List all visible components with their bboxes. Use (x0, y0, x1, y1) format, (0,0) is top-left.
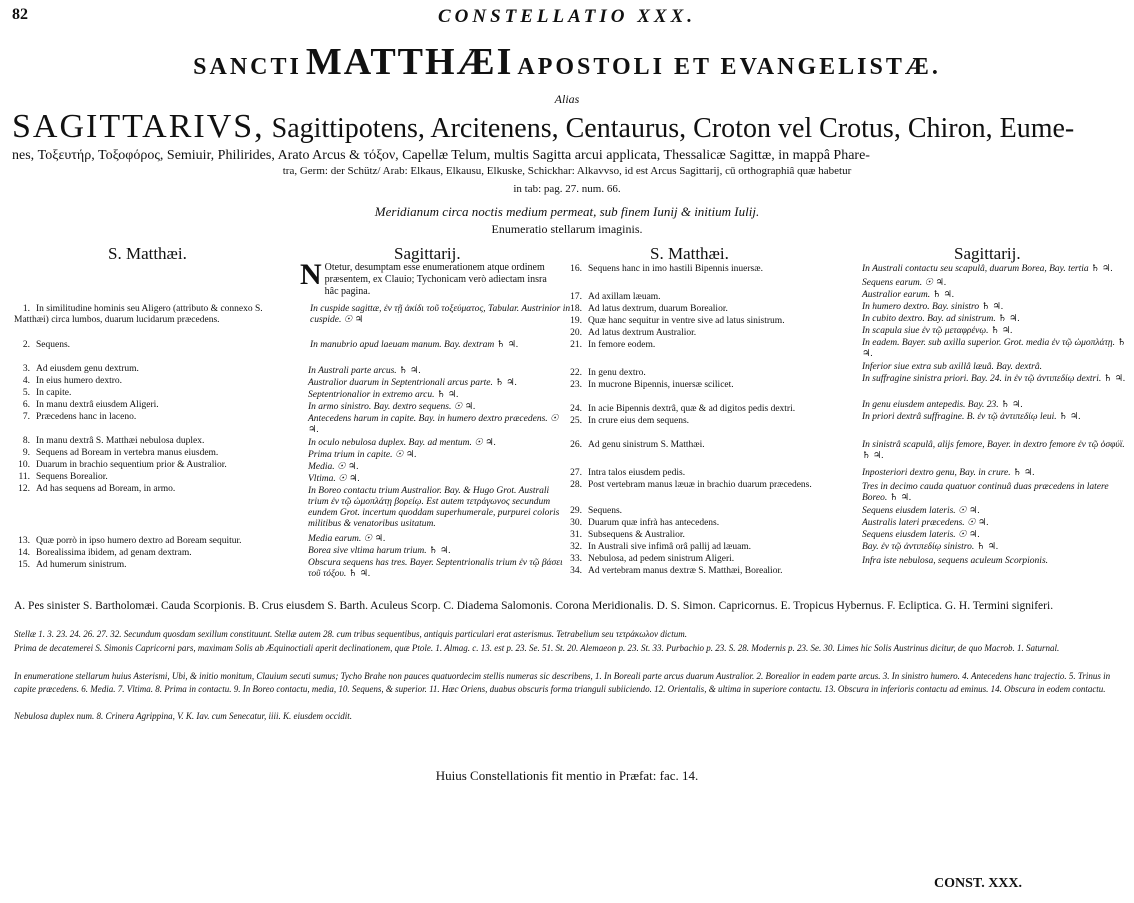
figure-legend: A. Pes sinister S. Bartholomæi. Cauda Scorpionis. B. Crus eiusdem S. Barth. Aculeus Scorp. C. Diadema Salomonis. Corona Meridionalis. D. S. Simon. Capricornus. E. Tropicus Hybernus. F. Ecliptica. G. H. Termini signiferi. (14, 600, 1054, 612)
star-entry (566, 304, 834, 315)
star-entry (566, 566, 834, 577)
star-description: Duarum in brachio sequentium prior & Australior. (36, 460, 227, 470)
star-number: 34. (570, 566, 582, 576)
star-number: 8. (22, 436, 30, 446)
intro-paragraph (300, 258, 562, 298)
constellation-number: CONSTELLATIO XXX. (437, 6, 697, 27)
star-entry (14, 448, 282, 459)
star-description: Ad eiusdem genu dextrum. (36, 364, 139, 374)
note-1: Stellæ 1. 3. 23. 24. 26. 27. 32. Secundum quosdam sexillum constituunt. Stellæ autem 28. cum tribus sequentibus, antiquis particulari erat asterismus. Tetrabelium seu τετράκωλον dictum. (14, 629, 687, 639)
sagittarius-star-entry: In suffragine sinistra priori. Bay. 24. in ἐν τῷ ἀντιπεδίῳ dextri. ♄ ♃. (862, 374, 1126, 384)
sagittarius-star-entry: Australis lateri præcedens. ☉ ♃. (862, 518, 989, 528)
star-description: Ad latus dextrum, duarum Borealior. (588, 304, 728, 314)
star-number: 24. (570, 404, 582, 414)
star-number: 11. (18, 472, 30, 482)
column-heading-sagittarii-left: Sagittarij. (394, 244, 461, 263)
star-number: 9. (22, 448, 30, 458)
star-description: In acie Bipennis dextrâ, quæ & ad digitos pedis dextri. (588, 404, 796, 414)
star-number: 30. (570, 518, 582, 528)
star-number: 2. (22, 340, 30, 350)
intro-note-1: In cuspide sagittæ, ἐν τῇ ἀκίδι τοῦ τοξεύματος, Tabular. Austrinior in cuspide. ☉ ♃ (310, 304, 571, 325)
sagittarius-star-entry: In armo sinistro. Bay. dextro sequens. ☉ ♃. (308, 402, 476, 412)
star-entry (566, 440, 834, 451)
title-main: MATTHÆI (305, 41, 514, 83)
star-description: In manu dextrâ S. Matthæi nebulosa duplex. (36, 436, 205, 446)
star-description: Post vertebram manus læuæ in brachio duarum præcedens. (588, 480, 812, 490)
sagittarius-star-entry: In Australi contactu seu scapulâ, duarum Borea, Bay. tertia ♄ ♃. (862, 264, 1113, 274)
star-number: 7. (22, 412, 30, 422)
star-description: Ad latus dextrum Australior. (588, 328, 697, 338)
star-number: 29. (570, 506, 582, 516)
sagittarius-star-entry: In Boreo contactu trium Australior. Bay. & Hugo Grot. Australi trium ἐν τῷ ὠμοπλάτῃ βορείῳ. Est autem τετράγωνος secundum eundem Grot. incertum quoddam superhumerale, purpurei coloris militibus & venatoribus usitatum. (308, 486, 560, 529)
star-description: Sequens hanc in imo hastili Bipennis inuersæ. (588, 264, 763, 274)
sagittarius-star-entry: Tres in decimo cauda quatuor continuâ duas præcedens in latere Boreo. ♄ ♃. (862, 482, 1109, 503)
star-entry (14, 484, 282, 495)
star-entry (14, 304, 282, 326)
star-entry (566, 480, 834, 491)
star-description: In manu dextrâ eiusdem Aligeri. (36, 400, 159, 410)
star-number: 16. (570, 264, 582, 274)
star-number: 28. (570, 480, 582, 490)
sagittarius-star-entry: In Australi parte arcus. ♄ ♃. (308, 366, 421, 376)
star-number: 32. (570, 542, 582, 552)
title-suffix: APOSTOLI ET EVANGELISTÆ. (517, 54, 941, 80)
star-number: 25. (570, 416, 582, 426)
note-3: In enumeratione stellarum huius Asterismi, Ubi, & initio monitum, Clauium secuti sumus; Tycho Brahe non pauces quatuordecim stellis numeras sic describens, 1. In Boreali parte arcus duarum Australior. 2. Borealior in eadem parte arcus. 3. In sinistro humero. 4. Antecedens hanc trajectio. 5. Trinus in capite præcedens. 6. Media. 7. Vltima. 8. Prima in contactu. 9. In Boreo contactu, media, 10. Sequens, & superior. 11. Hæc Oriens, duabus obscuris forma trianguli subiiciendo. 12. Orientalis, & ultima in superiore contactu. 13. Obscura in inferioris contactu ad eminus. 14. Obscura in eodem contactu. (14, 671, 1111, 694)
star-description: Intra talos eiusdem pedis. (588, 468, 686, 478)
star-entry (566, 404, 834, 415)
sagittarius-star-entry: Sequens eiusdem lateris. ☉ ♃. (862, 530, 980, 540)
star-number: 33. (570, 554, 582, 564)
sagittarius-star-entry: Antecedens harum in capite. Bay. in humero dextro præcedens. ☉ ♃. (308, 414, 559, 435)
names-rest: Sagittipotens, Arcitenens, Centaurus, Croton vel Crotus, Chiron, Eume- (271, 113, 1075, 144)
star-description: In femore eodem. (588, 340, 656, 350)
star-description: Ad has sequens ad Boream, in armo. (36, 484, 176, 494)
sagittarius-star-entry: Australior earum. ♄ ♃. (862, 290, 955, 300)
note-4: Nebulosa duplex num. 8. Crinera Agrippina, V. K. Iav. cum Senecatur, iiii. K. eiusdem occidit. (14, 711, 352, 721)
sagittarius-star-entry: Bay. ἐν τῷ ἀντιπεδίῳ sinistro. ♄ ♃. (862, 542, 999, 552)
star-description: In capite. (36, 388, 72, 398)
star-entry (14, 560, 282, 571)
star-number: 31. (570, 530, 582, 540)
star-description: Subsequens & Australior. (588, 530, 685, 540)
sagittarius-star-entry: In humero dextro. Bay. sinistro ♄ ♃. (862, 302, 1004, 312)
star-number: 10. (18, 460, 30, 470)
sagittarius-star-entry: In priori dextrâ suffragine. B. ἐν τῷ ἀντιπεδίῳ leui. ♄ ♃. (862, 412, 1081, 422)
star-description: Nebulosa, ad pedem sinistrum Aligeri. (588, 554, 735, 564)
star-description: Sequens Borealior. (36, 472, 108, 482)
names-line-2: nes, Τοξευτήρ, Τοξοφόρος, Semiuir, Philirides, Arato Arcus & τόξον, Capellæ Telum, multis Sagitta arcui applicata, Thessalicæ Sagittæ, in mappâ Phare- (12, 148, 870, 163)
star-description: Ad genu sinistrum S. Matthæi. (588, 440, 705, 450)
star-number: 21. (570, 340, 582, 350)
star-entry (14, 376, 282, 387)
column-heading-sagittarii-right: Sagittarij. (954, 244, 1021, 263)
star-description: Quæ porrò in ipso humero dextro ad Boream sequitur. (36, 536, 242, 546)
star-entry (566, 380, 834, 391)
star-number: 14. (18, 548, 30, 558)
star-description: Ad vertebram manus dextræ S. Matthæi, Borealior. (588, 566, 783, 576)
star-description: Ad axillam læuam. (588, 292, 661, 302)
star-entry (566, 416, 834, 427)
star-description: Duarum quæ infrà has antecedens. (588, 518, 720, 528)
star-entry (14, 548, 282, 559)
star-number: 23. (570, 380, 582, 390)
star-entry (566, 264, 834, 275)
note-2: Prima de decatemerei S. Simonis Capricorni pars, maximam Solis ab Æquinoctiali aperit declinationem, quæ Ptole. 1. Almag. c. 13. est p. 23. Se. 51. St. 20. Alemaeon p. 23. St. 33. Purbachio p. 23. S. 28. Modernis p. 23. Se. 30. Limes hic Solis Austrinus dicitur, de quo Macrob. 1. Saturnal. (14, 643, 1060, 653)
star-entry (14, 364, 282, 375)
sagittarius-star-entry: Australior duarum in Septentrionali arcus parte. ♄ ♃. (308, 378, 518, 388)
star-number: 12. (18, 484, 30, 494)
sagittarius-star-entry: In genu eiusdem antepedis. Bay. 23. ♄ ♃. (862, 400, 1023, 410)
star-entry (566, 328, 834, 339)
sagittarius-star-entry: Infra iste nebulosa, sequens aculeum Scorpionis. (862, 556, 1049, 566)
star-number: 27. (570, 468, 582, 478)
star-entry (566, 506, 834, 517)
drop-cap: N (300, 258, 322, 291)
star-number: 17. (570, 292, 582, 302)
column-heading-matthaei-left: S. Matthæi. (108, 244, 187, 263)
star-entry (566, 340, 834, 351)
meridian-note: Meridianum circa noctis medium permeat, sub finem Iunij & initium Iulij. (374, 204, 760, 219)
sagittarius-star-entry: In cubito dextro. Bay. ad sinistrum. ♄ ♃. (862, 314, 1020, 324)
alias-label: Alias (554, 92, 580, 106)
intro-note-2: In manubrio apud laeuam manum. Bay. dextram ♄ ♃. (310, 340, 519, 350)
sagittarius-star-entry: Borea sive vltima harum trium. ♄ ♃. (308, 546, 451, 556)
sagittarius-star-entry: Sequens eiusdem lateris. ☉ ♃. (862, 506, 980, 516)
star-entry (566, 554, 834, 565)
star-description: In Australi sive infimâ orâ pallij ad læuam. (588, 542, 752, 552)
star-number: 18. (570, 304, 582, 314)
star-entry (14, 412, 282, 423)
star-entry (566, 530, 834, 541)
star-entry (14, 400, 282, 411)
star-entry (14, 340, 282, 351)
star-number: 15. (18, 560, 30, 570)
sagittarius-star-entry: Media earum. ☉ ♃. (308, 534, 386, 544)
star-entry (14, 460, 282, 471)
sagittarius-star-entry: In scapula siue ἐν τῷ μεταφρένῳ. ♄ ♃. (862, 326, 1013, 336)
mention-note: Huius Constellationis fit mentio in Præfat: fac. 14. (435, 768, 699, 783)
sagittarius-star-entry: Vltima. ☉ ♃. (308, 474, 360, 484)
star-number: 1. (22, 304, 30, 314)
star-entry (566, 368, 834, 379)
sagittarius-star-entry: In oculo nebulosa duplex. Bay. ad mentum. ☉ ♃. (308, 438, 497, 448)
star-description: Sequens ad Boream in vertebra manus eiusdem. (36, 448, 219, 458)
sagittarius-star-entry: Prima trium in capite. ☉ ♃. (308, 450, 417, 460)
footer-catchword: CONST. XXX. (934, 876, 1023, 891)
sagittarius-star-entry: Sequens earum. ☉ ♃. (862, 278, 947, 288)
star-description: Sequens. (588, 506, 623, 516)
sagittarius-name: SAGITTARIVS, (12, 108, 265, 145)
star-number: 19. (570, 316, 582, 326)
enumeration-heading: Enumeratio stellarum imaginis. (491, 222, 643, 236)
star-description: Præcedens hanc in laceno. (36, 412, 137, 422)
names-line-3: tra, Germ: der Schütz/ Arab: Elkaus, Elkausu, Elkuske, Schickhar: Alkavvso, id est Arcus Sagittarij, cū orthographiâ quæ habetur (282, 165, 852, 177)
star-entry (566, 292, 834, 303)
sagittarius-star-entry: Media. ☉ ♃. (308, 462, 359, 472)
star-entry (566, 542, 834, 553)
title-prefix: SANCTI (193, 54, 302, 80)
star-number: 22. (570, 368, 582, 378)
sagittarius-star-entry: Inposteriori dextro genu, Bay. in crure. ♄ ♃. (862, 468, 1035, 478)
names-line-4: in tab: pag. 27. num. 66. (513, 183, 621, 195)
star-entry (14, 436, 282, 447)
star-entry (14, 472, 282, 483)
star-number: 5. (22, 388, 30, 398)
star-description: Quæ hanc sequitur in ventre sive ad latus sinistrum. (588, 316, 785, 326)
star-number: 6. (22, 400, 30, 410)
page-number: 82 (12, 6, 28, 23)
star-entry (566, 468, 834, 479)
star-entry (566, 518, 834, 529)
star-description: Ad humerum sinistrum. (36, 560, 127, 570)
star-number: 20. (570, 328, 582, 338)
sagittarius-star-entry: Obscura sequens has tres. Bayer. Septentrionalis trium ἐν τῷ βάσει τοῦ τόξου. ♄ ♃. (308, 558, 563, 579)
star-number: 26. (570, 440, 582, 450)
star-description: In genu dextro. (588, 368, 646, 378)
page-title (0, 40, 1134, 84)
star-entry (14, 536, 282, 547)
star-description: In mucrone Bipennis, inuersæ scilicet. (588, 380, 734, 390)
sagittarius-star-entry: In sinistrâ scapulâ, alijs femore, Bayer. in dextro femore ἐν τῷ ὀσφύϊ. ♄ ♃. (862, 440, 1125, 461)
intro-text: Otetur, desumptam esse enumerationem atque ordinem præsentem, ex Clauio; Tychonicam verò adiectam insra hâc pagina. (324, 262, 547, 297)
star-number: 3. (22, 364, 30, 374)
star-entry (566, 316, 834, 327)
sagittarius-star-entry: Inferior siue extra sub axillâ læuâ. Bay. dextrâ. (862, 362, 1042, 372)
sagittarius-star-entry: In eadem. Bayer. sub axilla superior. Grot. media ἐν τῷ ὠμοπλάτῃ. ♄ ♃. (862, 338, 1126, 359)
column-heading-matthaei-right: S. Matthæi. (650, 244, 729, 263)
star-number: 13. (18, 536, 30, 546)
sagittarius-star-entry: Septentrionalior in extremo arcu. ♄ ♃. (308, 390, 459, 400)
names-line-1 (12, 108, 1126, 146)
star-description: In similitudine hominis seu Aligero (attributo & connexo S. Matthæi) circa lumbos, duarum lucidarum præcedens. (14, 304, 263, 325)
star-description: Borealissima ibidem, ad genam dextram. (36, 548, 192, 558)
star-entry (14, 388, 282, 399)
star-number: 4. (22, 376, 30, 386)
star-description: In crure eius dem sequens. (588, 416, 690, 426)
star-description: Sequens. (36, 340, 71, 350)
star-description: In eius humero dextro. (36, 376, 123, 386)
